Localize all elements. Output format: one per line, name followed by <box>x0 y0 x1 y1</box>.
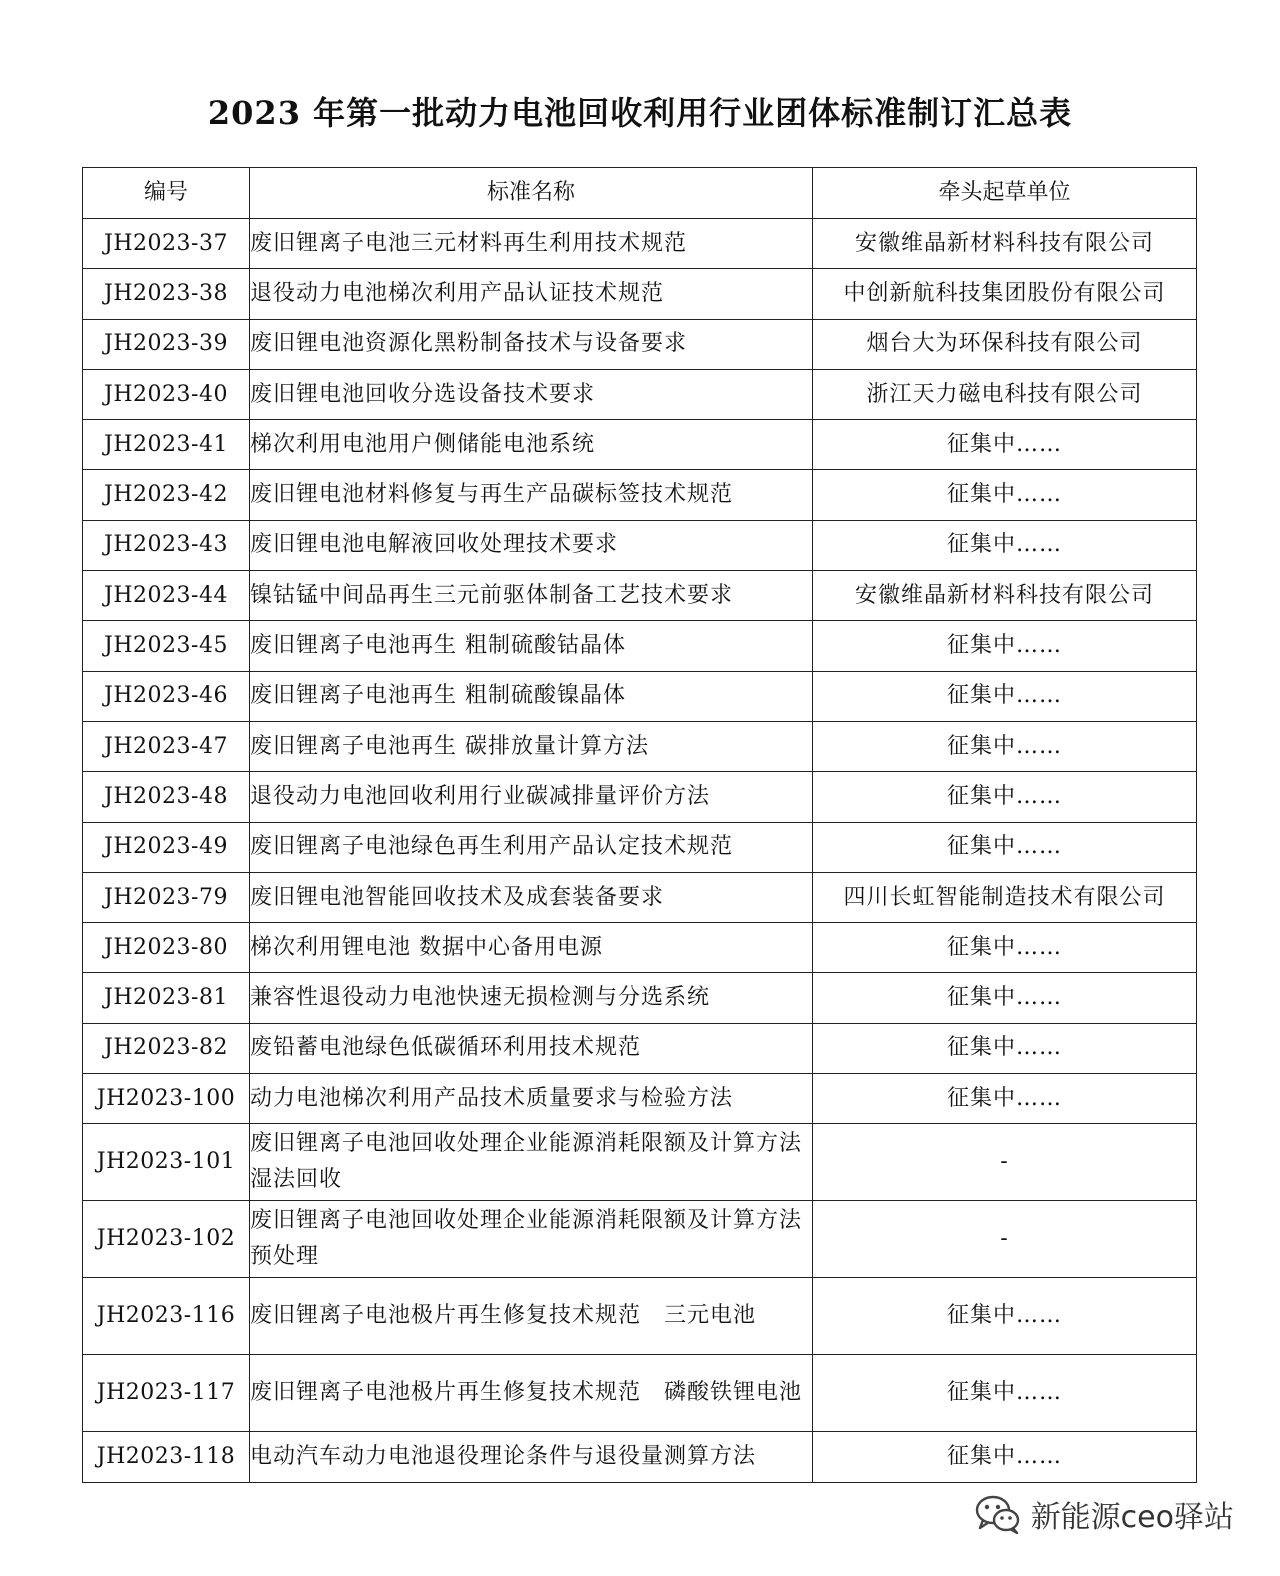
cell-code: JH2023-46 <box>83 671 250 721</box>
cell-unit: 征集中…… <box>813 772 1197 822</box>
cell-name: 废旧锂离子电池再生 粗制硫酸镍晶体 <box>250 671 813 721</box>
table-row <box>83 269 1197 319</box>
cell-code: JH2023-102 <box>83 1201 250 1278</box>
cell-name: 废旧锂离子电池再生 碳排放量计算方法 <box>250 721 813 771</box>
cell-unit: 征集中…… <box>813 420 1197 470</box>
watermark <box>973 1492 1234 1536</box>
cell-unit: 征集中…… <box>813 1355 1197 1432</box>
cell-name: 梯次利用锂电池 数据中心备用电源 <box>250 923 813 973</box>
table-row <box>83 1074 1197 1124</box>
cell-code: JH2023-79 <box>83 872 250 922</box>
cell-name: 废旧锂电池智能回收技术及成套装备要求 <box>250 872 813 922</box>
cell-unit: 征集中…… <box>813 621 1197 671</box>
table-row <box>83 772 1197 822</box>
table-row <box>83 1023 1197 1073</box>
cell-name: 退役动力电池梯次利用产品认证技术规范 <box>250 269 813 319</box>
cell-name: 废旧锂离子电池极片再生修复技术规范 三元电池 <box>250 1278 813 1355</box>
cell-code: JH2023-37 <box>83 219 250 269</box>
cell-code: JH2023-47 <box>83 721 250 771</box>
table-row <box>83 872 1197 922</box>
table-row <box>83 420 1197 470</box>
table-header-row <box>83 168 1197 219</box>
cell-name: 废旧锂离子电池绿色再生利用产品认定技术规范 <box>250 822 813 872</box>
cell-code: JH2023-81 <box>83 973 250 1023</box>
cell-name: 废旧锂离子电池回收处理企业能源消耗限额及计算方法 湿法回收 <box>250 1124 813 1201</box>
cell-unit: 征集中…… <box>813 671 1197 721</box>
cell-unit: 中创新航科技集团股份有限公司 <box>813 269 1197 319</box>
cell-unit: 浙江天力磁电科技有限公司 <box>813 369 1197 419</box>
cell-unit: 征集中…… <box>813 1023 1197 1073</box>
cell-code: JH2023-39 <box>83 319 250 369</box>
cell-unit: 征集中…… <box>813 520 1197 570</box>
cell-code: JH2023-42 <box>83 470 250 520</box>
table-row <box>83 1124 1197 1201</box>
cell-name: 废铅蓄电池绿色低碳循环利用技术规范 <box>250 1023 813 1073</box>
cell-code: JH2023-116 <box>83 1278 250 1355</box>
table-row <box>83 571 1197 621</box>
cell-unit: 征集中…… <box>813 721 1197 771</box>
header-name: 标准名称 <box>250 168 813 219</box>
cell-code: JH2023-45 <box>83 621 250 671</box>
cell-code: JH2023-48 <box>83 772 250 822</box>
table-row <box>83 219 1197 269</box>
cell-code: JH2023-82 <box>83 1023 250 1073</box>
cell-unit: 征集中…… <box>813 470 1197 520</box>
cell-code: JH2023-117 <box>83 1355 250 1432</box>
table-row <box>83 1201 1197 1278</box>
cell-unit: 四川长虹智能制造技术有限公司 <box>813 872 1197 922</box>
cell-code: JH2023-41 <box>83 420 250 470</box>
table-row <box>83 721 1197 771</box>
table-row <box>83 671 1197 721</box>
cell-unit: 安徽维晶新材料科技有限公司 <box>813 219 1197 269</box>
cell-name: 废旧锂电池电解液回收处理技术要求 <box>250 520 813 570</box>
table-row <box>83 621 1197 671</box>
table-row <box>83 1355 1197 1432</box>
table-row <box>83 1432 1197 1482</box>
cell-code: JH2023-40 <box>83 369 250 419</box>
standards-table <box>82 167 1197 1483</box>
table-row <box>83 822 1197 872</box>
cell-code: JH2023-118 <box>83 1432 250 1482</box>
cell-name: 兼容性退役动力电池快速无损检测与分选系统 <box>250 973 813 1023</box>
cell-unit: 烟台大为环保科技有限公司 <box>813 319 1197 369</box>
cell-unit: 征集中…… <box>813 973 1197 1023</box>
cell-name: 梯次利用电池用户侧储能电池系统 <box>250 420 813 470</box>
table-row <box>83 319 1197 369</box>
cell-name: 废旧锂离子电池回收处理企业能源消耗限额及计算方法 预处理 <box>250 1201 813 1278</box>
cell-unit: 征集中…… <box>813 923 1197 973</box>
header-code: 编号 <box>83 168 250 219</box>
table-row <box>83 520 1197 570</box>
cell-unit: - <box>813 1201 1197 1278</box>
page-title: 2023 年第一批动力电池回收利用行业团体标准制订汇总表 <box>207 94 1073 132</box>
cell-name: 废旧锂离子电池再生 粗制硫酸钴晶体 <box>250 621 813 671</box>
cell-code: JH2023-38 <box>83 269 250 319</box>
cell-name: 废旧锂离子电池极片再生修复技术规范 磷酸铁锂电池 <box>250 1355 813 1432</box>
cell-name: 电动汽车动力电池退役理论条件与退役量测算方法 <box>250 1432 813 1482</box>
header-unit: 牵头起草单位 <box>813 168 1197 219</box>
table-row <box>83 923 1197 973</box>
wechat-icon <box>973 1492 1023 1536</box>
cell-name: 废旧锂电池材料修复与再生产品碳标签技术规范 <box>250 470 813 520</box>
table-row <box>83 973 1197 1023</box>
cell-name: 退役动力电池回收利用行业碳减排量评价方法 <box>250 772 813 822</box>
cell-unit: 征集中…… <box>813 1074 1197 1124</box>
cell-unit: 征集中…… <box>813 1432 1197 1482</box>
cell-unit: - <box>813 1124 1197 1201</box>
cell-name: 废旧锂离子电池三元材料再生利用技术规范 <box>250 219 813 269</box>
cell-code: JH2023-49 <box>83 822 250 872</box>
cell-code: JH2023-43 <box>83 520 250 570</box>
cell-code: JH2023-101 <box>83 1124 250 1201</box>
cell-code: JH2023-44 <box>83 571 250 621</box>
table-row <box>83 1278 1197 1355</box>
cell-unit: 安徽维晶新材料科技有限公司 <box>813 571 1197 621</box>
cell-name: 废旧锂电池回收分选设备技术要求 <box>250 369 813 419</box>
cell-name: 动力电池梯次利用产品技术质量要求与检验方法 <box>250 1074 813 1124</box>
watermark-text: 新能源ceo驿站 <box>1030 1500 1234 1535</box>
cell-unit: 征集中…… <box>813 822 1197 872</box>
table-row <box>83 369 1197 419</box>
cell-code: JH2023-100 <box>83 1074 250 1124</box>
cell-name: 废旧锂电池资源化黑粉制备技术与设备要求 <box>250 319 813 369</box>
table-row <box>83 470 1197 520</box>
cell-code: JH2023-80 <box>83 923 250 973</box>
cell-unit: 征集中…… <box>813 1278 1197 1355</box>
cell-name: 镍钴锰中间品再生三元前驱体制备工艺技术要求 <box>250 571 813 621</box>
